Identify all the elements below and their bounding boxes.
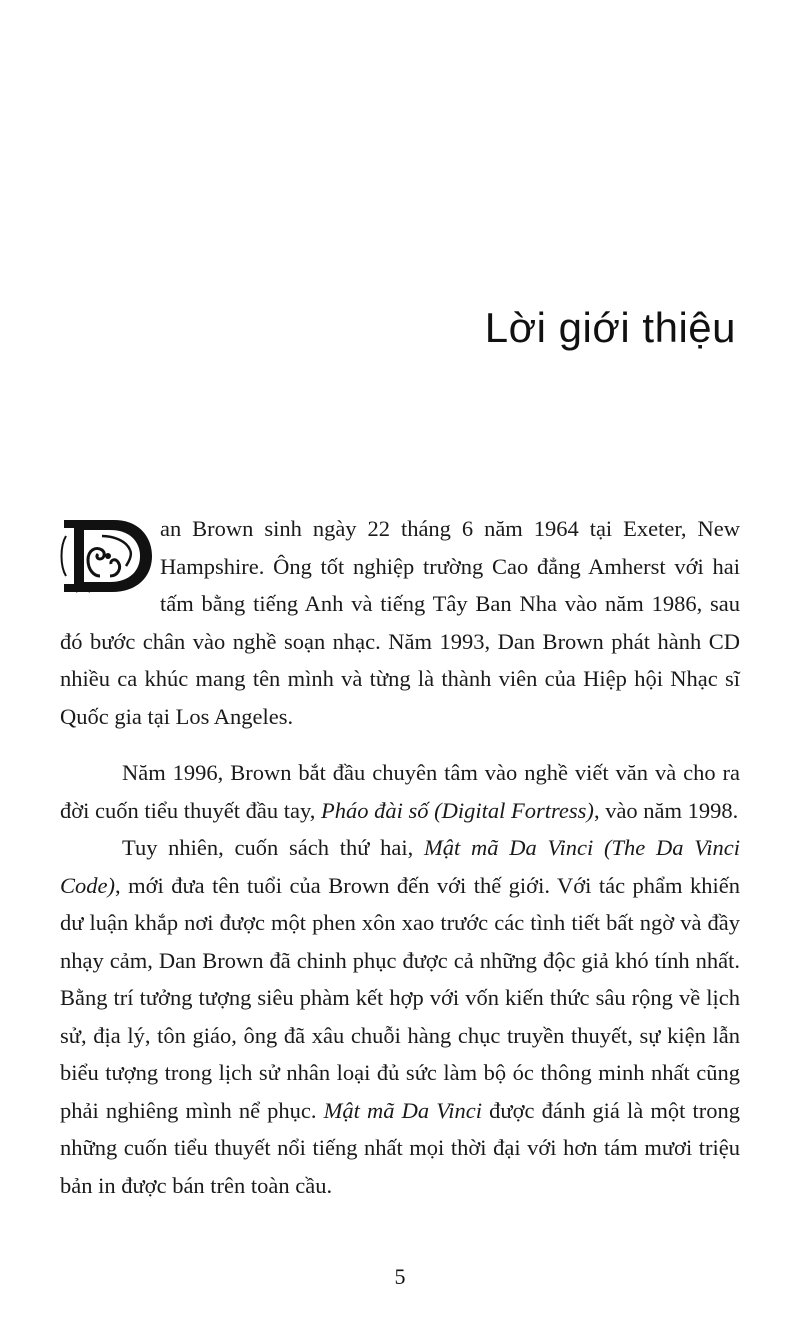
paragraph-3-text-start: Tuy nhiên, cuốn sách thứ hai, [122, 835, 424, 860]
paragraph-3-text-middle: , mới đưa tên tuổi của Brown đến với thế giới. Với tác phẩm khiến dư luận khắp nơi được một phen xôn xao trước các tình tiết bất ngờ và đầy nhạy cảm, Dan Brown đã chinh phục được cả những độc giả khó tính nhất. Bằng trí tưởng tượng siêu phàm kết hợp với vốn kiến thức sâu rộng về lịch sử, địa lý, tôn giáo, ông đã xâu chuỗi hàng chục truyền thuyết, sự kiện lẫn biểu tượng trong lịch sử nhân loại đủ sức làm bộ óc thông minh nhất cũng phải nghiêng mình nể phục. [60, 872, 740, 1123]
paragraph-2-text-start: Năm 1996, Brown bắt đầu chuyên tâm vào nghề viết văn và cho ra đời cuốn tiểu thuyết đầu tay, [60, 760, 740, 823]
paragraph-2-text-end: , vào năm 1998. [593, 797, 739, 823]
paragraph-3-text-end: được đánh giá là một trong những cuốn tiểu thuyết nổi tiếng nhất mọi thời đại với hơn tám mươi triệu bản in được bán trên toàn cầu. [60, 1097, 740, 1198]
drop-cap-d-icon [60, 516, 154, 596]
page-number: 5 [394, 1264, 406, 1289]
book-title-da-vinci-code: Mật mã Da Vinci (The Da Vinci Code) [60, 835, 741, 898]
paragraph-3 [60, 829, 740, 1204]
ornamental-drop-cap [60, 516, 154, 596]
body-text [60, 510, 740, 1204]
book-title-digital-fortress: Pháo đài số (Digital Fortress) [321, 797, 594, 823]
paragraph-1 [60, 510, 740, 735]
book-title-da-vinci-short: Mật mã Da Vinci [323, 1097, 483, 1123]
chapter-title: Lời giới thiệu [484, 304, 736, 351]
paragraph-2 [60, 754, 740, 829]
paragraph-1-text: an Brown sinh ngày 22 tháng 6 năm 1964 tại Exeter, New Hampshire. Ông tốt nghiệp trường Cao đẳng Amherst với hai tấm bằng tiếng Anh và tiếng Tây Ban Nha vào năm 1986, sau đó bước chân vào nghề soạn nhạc. Năm 1993, Dan Brown phát hành CD nhiều ca khúc mang tên mình và từng là thành viên của Hiệp hội Nhạc sĩ Quốc gia tại Los Angeles. [60, 516, 740, 729]
